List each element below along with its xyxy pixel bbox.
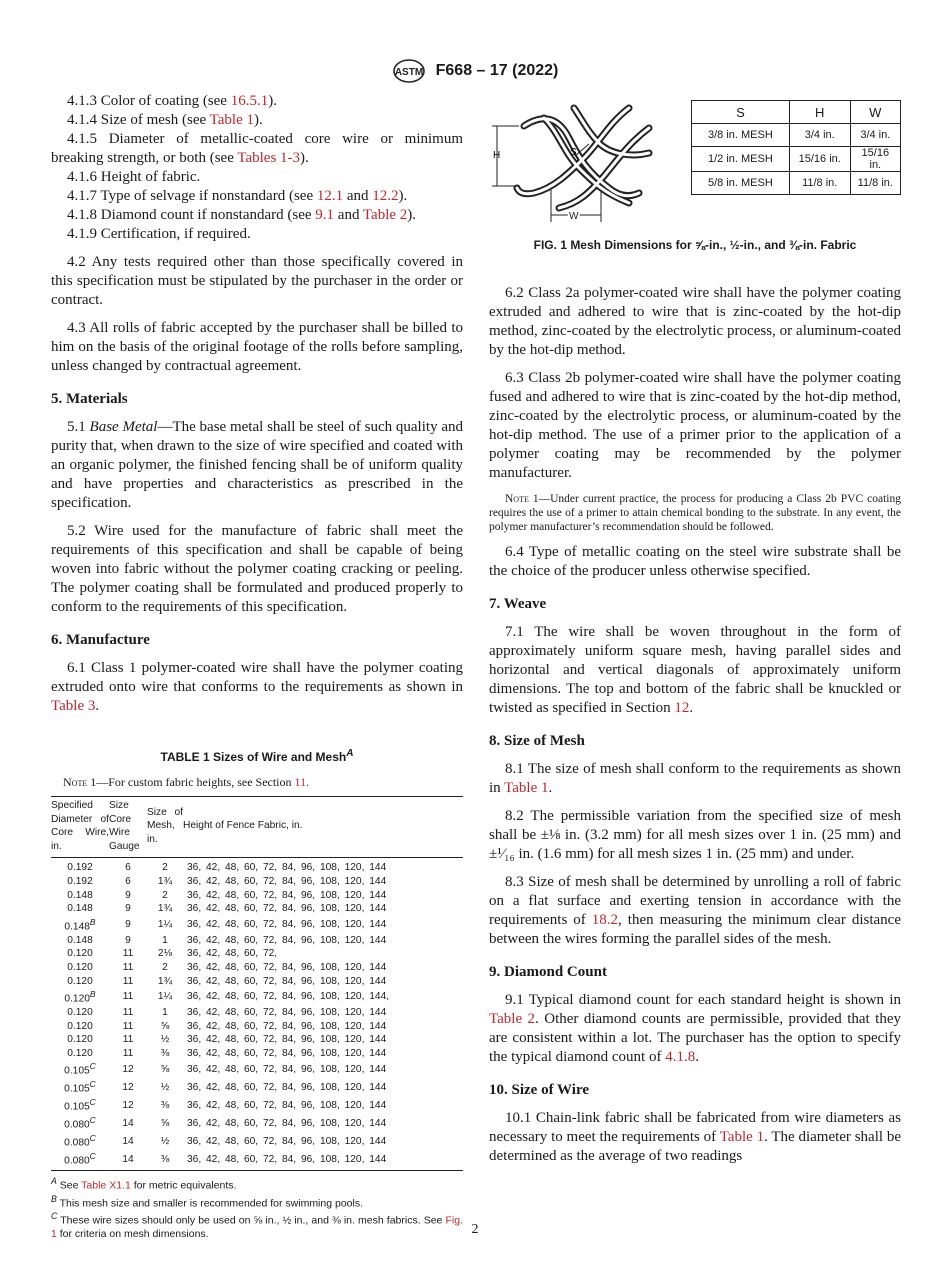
- link-section-11[interactable]: 11: [294, 775, 307, 789]
- fig-table-header-h: H: [789, 101, 850, 124]
- table-row: $0.105^C$ 12 ⅜ 36, 42, 48, 60, 72, 84, 96, 108, 120, 144: [64, 1097, 387, 1113]
- footnote-c: $^C$ These wire sizes should only be used on ⅝ in., ½ in., and ⅜ in. mesh fabrics. See Fig. 1 for criteria on mesh dimensions.: [51, 1211, 463, 1240]
- table-row: 0.120 11 ⅜ 36, 42, 48, 60, 72, 84, 96, 108, 120, 144: [67, 1047, 387, 1059]
- paragraph-5-1: 5.1 Base Metal—The base metal shall be steel of such quality and purity that, when drawn to the size of wire specified and coated with an organic polymer, the finished fencing shall be of uniform quality and have properties and characteristics as prescribed in the specification.: [51, 419, 463, 511]
- table-row: 0.120 11 2⅛ 36, 42, 48, 60, 72,: [67, 948, 278, 960]
- table-header-gauge: Size Core Wire Gauge: [109, 797, 147, 858]
- cross-reference-link[interactable]: 16.5.1: [230, 93, 269, 109]
- page-header: [0, 58, 950, 84]
- paragraph-8-1: 8.1 The size of mesh shall conform to the requirements as shown in Table 1.: [489, 761, 901, 796]
- table-row: $0.105^C$ 12 ½ 36, 42, 48, 60, 72, 84, 96, 108, 120, 144: [64, 1079, 387, 1095]
- section-heading-9: 9. Diamond Count: [489, 964, 607, 980]
- section-heading-7: 7. Weave: [489, 596, 547, 612]
- cross-reference-link[interactable]: 12.1: [316, 188, 344, 204]
- paragraph-6-4: 6.4 Type of metallic coating on the steel wire substrate shall be the choice of the producer unless otherwise specified.: [489, 544, 901, 579]
- fig-table-header-s: S: [692, 101, 790, 124]
- table-row: 0.148 9 2 36, 42, 48, 60, 72, 84, 96, 108, 120, 144: [67, 889, 387, 901]
- paragraph-8-2: 8.2 The permissible variation from the specified size of mesh shall be ±⅛ in. (3.2 mm) for all mesh sizes over 1 in. (25 mm) and ±¹⁄₁₆ in. (1.6 mm) for all mesh sizes 1 in. (25 mm) and under.: [489, 808, 901, 862]
- table-row: $0.105^C$ 12 ⅝ 36, 42, 48, 60, 72, 84, 96, 108, 120, 144: [64, 1061, 387, 1077]
- cross-reference-link[interactable]: Table 2: [362, 207, 408, 223]
- note-1: Note 1—Under current practice, the process for producing a Class 2b PVC coating requires the use of a primer to attain chemical bonding to the substrate. In any event, the polymer manufacturer’s recommendation should be followed.: [489, 493, 901, 533]
- table-row: $0.148^B$ 9 1¼ 36, 42, 48, 60, 72, 84, 96, 108, 120, 144: [64, 916, 387, 933]
- paragraph-6-3: 6.3 Class 2b polymer-coated wire shall have the polymer coating fused and adhered to wire that is zinc-coated by the hot-dip method, zinc-coated by the electrolytic process, or aluminum-coated by the hot-dip method. The use of a primer prior to the application of a polymer coating may be recommended by the polymer manufacturer.: [489, 370, 901, 481]
- table-header-height: Height of Fence Fabric, in.: [183, 797, 463, 858]
- list-item: 4.1.4 Size of mesh (see Table 1).: [67, 112, 263, 128]
- label-h: H: [493, 150, 501, 161]
- link-fig-1[interactable]: Fig. 1: [51, 1214, 463, 1240]
- table-row: 0.120 11 1 36, 42, 48, 60, 72, 84, 96, 108, 120, 144: [67, 1007, 387, 1019]
- link-table-x1-1[interactable]: Table X1.1: [81, 1179, 131, 1192]
- table-row: 0.192 6 1¾ 36, 42, 48, 60, 72, 84, 96, 108, 120, 144: [67, 875, 387, 887]
- cross-reference-link[interactable]: 9.1: [315, 207, 335, 223]
- table-row: $0.080^C$ 14 ⅝ 36, 42, 48, 60, 72, 84, 96, 108, 120, 144: [64, 1115, 387, 1131]
- list-item: 4.1.9 Certification, if required.: [67, 226, 251, 242]
- link-table-2[interactable]: Table 2: [489, 1011, 536, 1027]
- table-row: 0.192 6 2 36, 42, 48, 60, 72, 84, 96, 108, 120, 144: [67, 862, 387, 874]
- figure-1-table: [691, 100, 901, 195]
- table-row: 1/2 in. MESH 15/16 in. 15/16 in.: [692, 147, 901, 172]
- document-code: F668 – 17 (2022): [435, 62, 559, 79]
- table-row: 0.120 11 ½ 36, 42, 48, 60, 72, 84, 96, 108, 120, 144: [67, 1034, 387, 1046]
- cross-reference-link[interactable]: Table 1: [209, 112, 254, 128]
- right-column: [489, 284, 901, 1166]
- paragraph-6-2: 6.2 Class 2a polymer-coated wire shall have the polymer coating extruded and adhered to wire that is zinc-coated by the hot-dip method, zinc-coated by the electrolytic process, or aluminum-coated by the hot-dip method.: [489, 285, 901, 358]
- label-w: W: [569, 211, 579, 222]
- fig-table-header-w: W: [850, 101, 900, 124]
- table-row: $0.080^C$ 14 ⅜ 36, 42, 48, 60, 72, 84, 96, 108, 120, 144: [51, 1150, 463, 1170]
- paragraph-6-1: 6.1 Class 1 polymer-coated wire shall have the polymer coating extruded onto wire that conforms to the requirements as shown in Table 3.: [51, 660, 463, 714]
- section-heading-8: 8. Size of Mesh: [489, 733, 585, 749]
- page-number: 2: [471, 1222, 479, 1237]
- table-row: 3/8 in. MESH 3/4 in. 3/4 in.: [692, 124, 901, 147]
- cross-reference-link[interactable]: Tables 1-3: [237, 150, 301, 166]
- list-item: 4.1.3 Color of coating (see 16.5.1).: [67, 93, 277, 109]
- link-table-1[interactable]: Table 1: [504, 780, 549, 796]
- section-heading-10: 10. Size of Wire: [489, 1082, 589, 1098]
- link-4-1-8[interactable]: 4.1.8: [665, 1049, 696, 1065]
- cross-reference-link[interactable]: 12.2: [372, 188, 399, 204]
- paragraph-10-1: 10.1 Chain-link fabric shall be fabricated from wire diameters as necessary to meet the requirements of Table 1. The diameter shall be determined as the average of two readings: [489, 1110, 901, 1164]
- section-heading-5: 5. Materials: [51, 391, 128, 407]
- left-column: [51, 92, 463, 1241]
- list-item: 4.1.5 Diameter of metallic-coated core wire or minimum breaking strength, or both (see Tables 1-3).: [51, 131, 463, 166]
- list-item: 4.1.6 Height of fabric.: [67, 169, 201, 185]
- footnote-a: $^A$ See Table X1.1 for metric equivalents.: [51, 1176, 237, 1192]
- table-1: [51, 796, 463, 1171]
- link-section-18-2[interactable]: 18.2: [591, 912, 619, 928]
- figure-1: [489, 98, 901, 248]
- figure-1-caption: FIG. 1 Mesh Dimensions for ⅝-in., ½-in., and ⅜-in. Fabric: [533, 238, 857, 252]
- astm-logo-icon: [392, 58, 426, 84]
- list-item: 4.1.8 Diamond count if nonstandard (see 9.1 and Table 2).: [67, 207, 417, 223]
- link-table-3[interactable]: Table 3: [51, 698, 96, 714]
- table-row: 0.120 11 1¾ 36, 42, 48, 60, 72, 84, 96, 108, 120, 144: [67, 975, 387, 987]
- paragraph-4-3: 4.3 All rolls of fabric accepted by the purchaser shall be billed to him on the basis of the original footage of the rolls before sampling, unless changed by contractual agreement.: [51, 320, 463, 374]
- paragraph-4-2: 4.2 Any tests required other than those specifically covered in this specification must be stipulated by the purchaser in the order or contract.: [51, 254, 463, 308]
- table-row: $0.120^B$ 11 1¼ 36, 42, 48, 60, 72, 84, 96, 108, 120, 144,: [64, 989, 390, 1005]
- svg-text:ASTM: ASTM: [394, 67, 423, 78]
- table-row: $0.080^C$ 14 ½ 36, 42, 48, 60, 72, 84, 96, 108, 120, 144: [64, 1133, 387, 1149]
- table-row: 0.120 11 2 36, 42, 48, 60, 72, 84, 96, 108, 120, 144: [67, 961, 387, 973]
- mesh-diagram-icon: [489, 98, 679, 228]
- table-row: 0.148 9 1 36, 42, 48, 60, 72, 84, 96, 108, 120, 144: [67, 934, 387, 946]
- table-row: 0.148 9 1¾ 36, 42, 48, 60, 72, 84, 96, 108, 120, 144: [67, 903, 387, 915]
- paragraph-7-1: 7.1 The wire shall be woven throughout in the form of approximately uniform square mesh, having parallel sides and horizontal and vertical diagonals of approximately uniform dimensions. The top and bottom of the fabric shall be knuckled or twisted as specified in Section 12.: [489, 624, 901, 716]
- paragraph-8-3: 8.3 Size of mesh shall be determined by unrolling a roll of fabric on a flat surface and exerting tension in accordance with the requirements of 18.2, then measuring the minimum clear distance between the wires forming the parallel sides of the mesh.: [489, 874, 901, 947]
- table-1-title: TABLE 1 Sizes of Wire and Mesh$^A$: [160, 748, 354, 764]
- table-row: 5/8 in. MESH 11/8 in. 11/8 in.: [692, 172, 901, 195]
- paragraph-9-1: 9.1 Typical diamond count for each standard height is shown in Table 2. Other diamond counts are permissible, provided that they are consistent within a lot. The purchaser has the option to specify the typical diamond count of 4.1.8.: [489, 992, 901, 1065]
- section-4-1-items: [51, 92, 463, 244]
- link-section-12[interactable]: 12: [674, 700, 690, 716]
- table-row: 0.120 11 ⅝ 36, 42, 48, 60, 72, 84, 96, 108, 120, 144: [67, 1020, 387, 1032]
- table-1-note: Note 1—For custom fabric heights, see Section 11.: [63, 775, 310, 789]
- paragraph-5-2: 5.2 Wire used for the manufacture of fabric shall meet the requirements of this specification and shall be capable of being woven into fabric without the polymer coating cracking or peeling. The polymer coating shall be formulated and produced properly to conform to the requirements of this specification.: [51, 523, 463, 615]
- label-s: S: [570, 147, 577, 158]
- table-header-mesh: Size of Mesh, in.: [147, 797, 183, 858]
- section-heading-6: 6. Manufacture: [51, 632, 150, 648]
- link-table-1-b[interactable]: Table 1: [719, 1129, 765, 1145]
- footnote-b: $^B$ This mesh size and smaller is recommended for swimming pools.: [51, 1193, 364, 1210]
- list-item: 4.1.7 Type of selvage if nonstandard (see 12.1 and 12.2).: [67, 188, 408, 204]
- table-header-diameter: Specified Diameter of Core Wire, in.: [51, 797, 109, 858]
